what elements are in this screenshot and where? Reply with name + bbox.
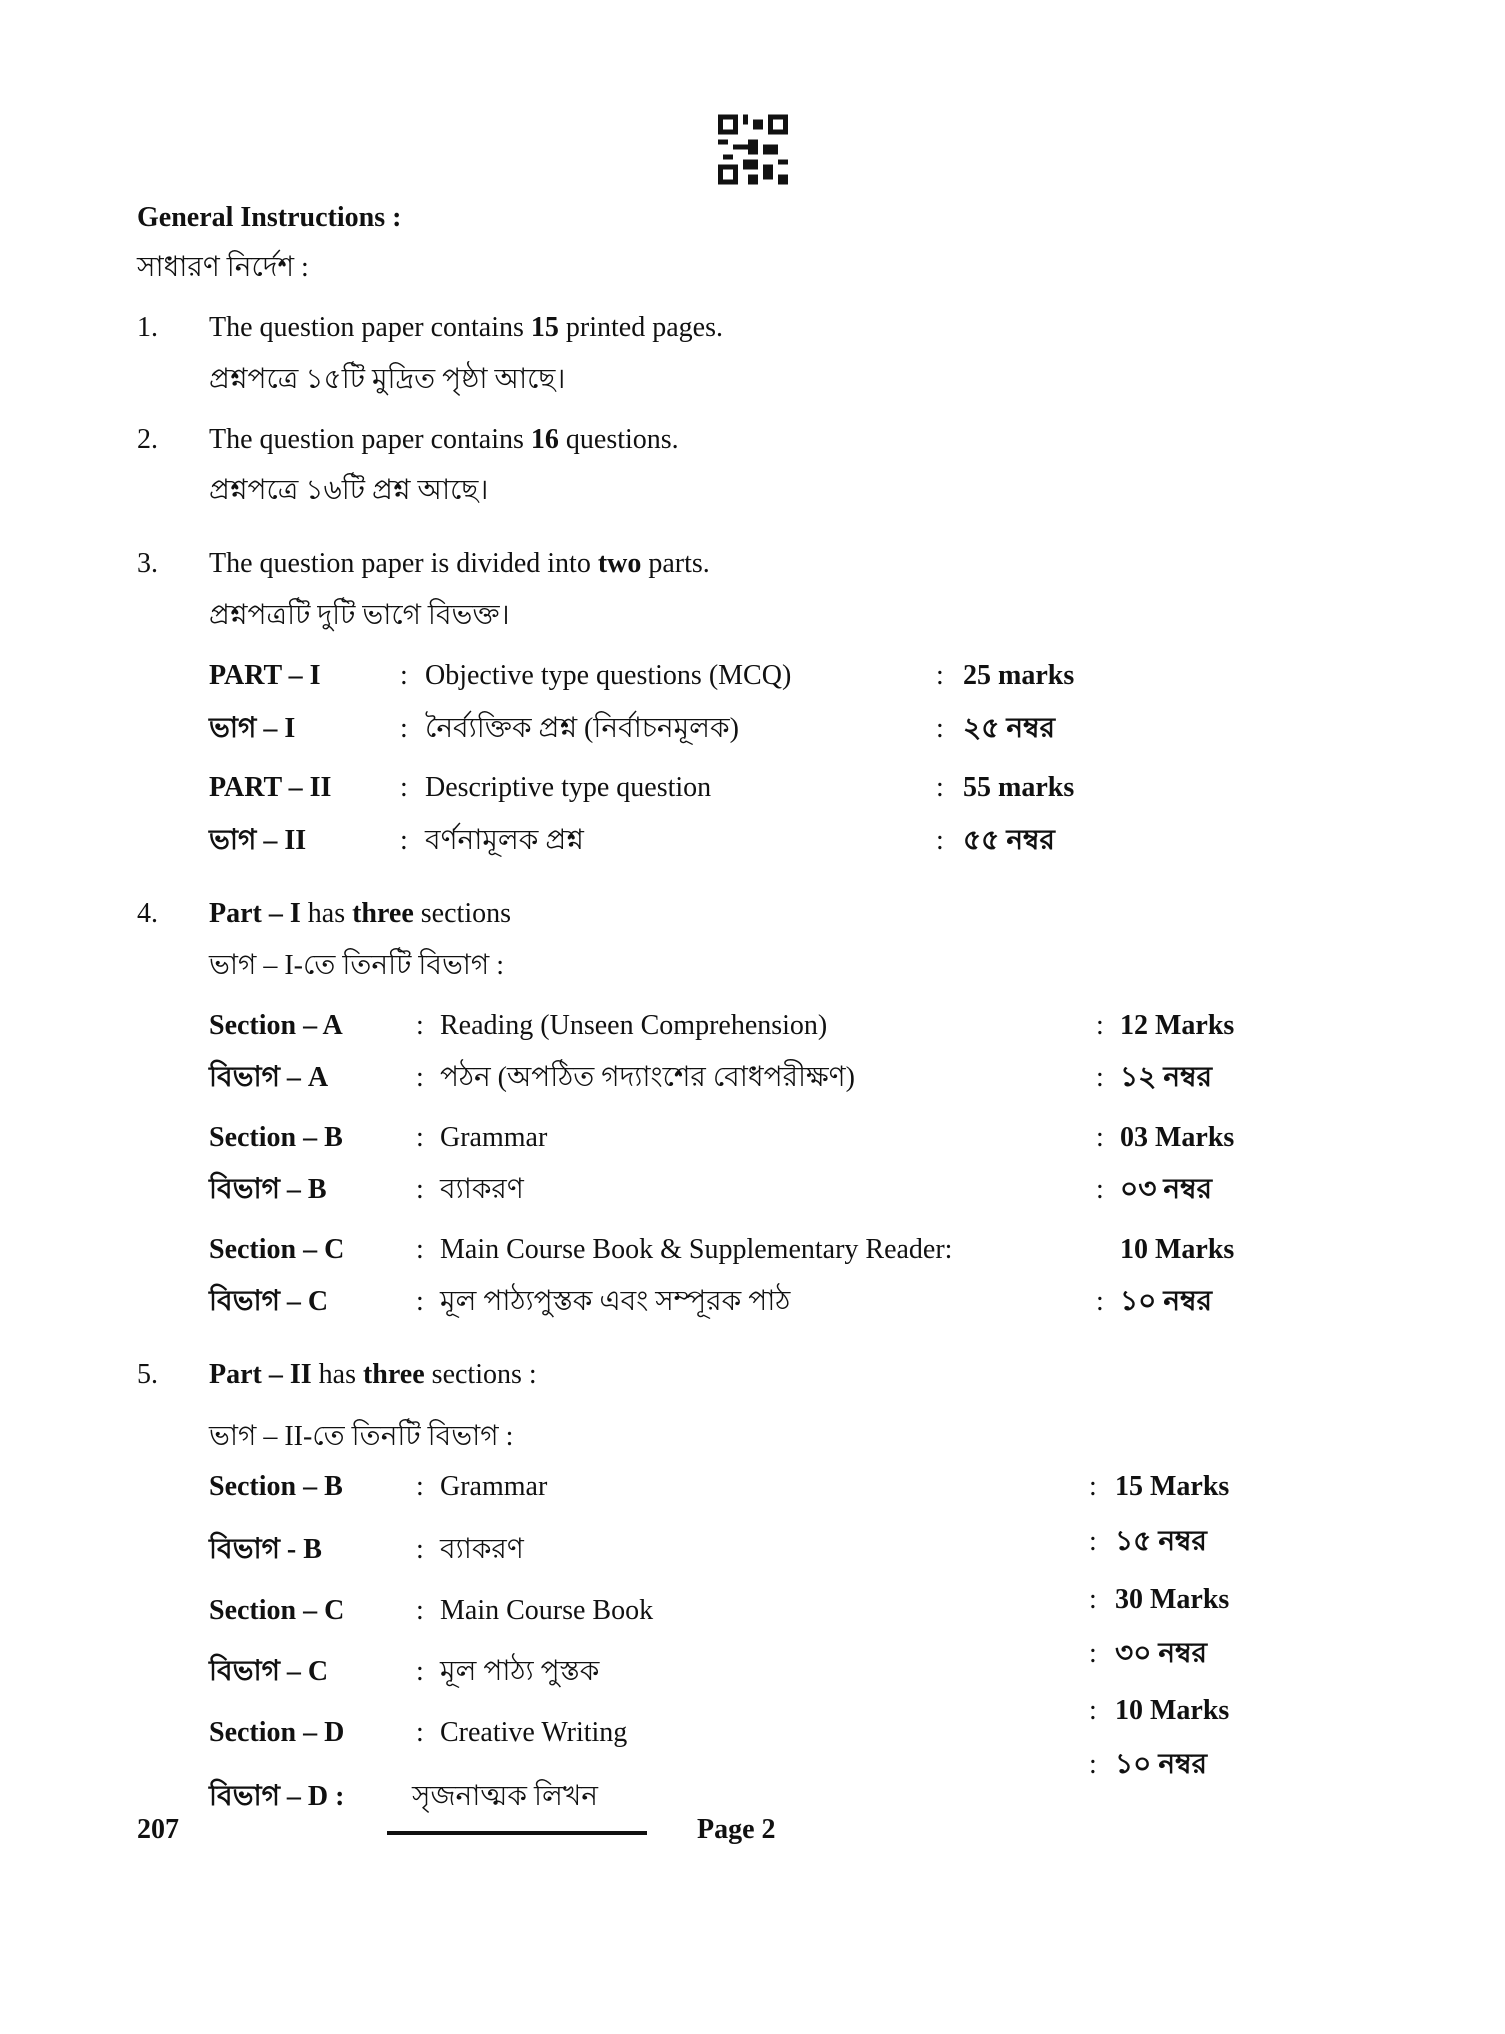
section-label: Section – A	[209, 1010, 343, 1041]
part-description: Objective type questions (MCQ)	[425, 660, 792, 691]
instruction-text-bengali: প্রশ্নপত্রটি দুটি ভাগে বিভক্ত।	[209, 600, 510, 631]
colon: :	[1096, 1286, 1104, 1317]
instruction-text-bengali: ভাগ – I-তে তিনটি বিভাগ :	[209, 950, 505, 981]
colon: :	[1089, 1526, 1097, 1557]
colon: :	[416, 1656, 424, 1687]
colon: :	[416, 1471, 424, 1502]
section-label: Section – D	[209, 1717, 345, 1748]
qr-code-icon	[718, 114, 788, 185]
section-description: Main Course Book & Supplementary Reader:	[440, 1234, 953, 1265]
section-label: বিভাগ – B	[209, 1174, 327, 1205]
colon: :	[1089, 1638, 1097, 1669]
section-marks: ১২ নম্বর	[1120, 1062, 1212, 1093]
colon: :	[416, 1286, 424, 1317]
item-number: 5.	[137, 1359, 158, 1390]
part-description: নৈর্ব্যক্তিক প্রশ্ন (নির্বাচনমূলক)	[425, 713, 739, 744]
part-description: বর্ণনামূলক প্রশ্ন	[425, 825, 584, 856]
part-label: ভাগ – I	[209, 713, 296, 744]
section-label: বিভাগ - B	[209, 1534, 322, 1565]
colon: :	[400, 825, 408, 856]
part-description: Descriptive type question	[425, 772, 712, 803]
instruction-text: The question paper contains 15 printed pages.	[209, 312, 723, 343]
section-marks: ১০ নম্বর	[1120, 1286, 1212, 1317]
section-marks: ১৫ নম্বর	[1115, 1526, 1207, 1557]
colon: :	[400, 772, 408, 803]
part-label: PART – I	[209, 660, 321, 691]
section-description: মূল পাঠ্য পুস্তক	[440, 1656, 600, 1687]
colon: :	[936, 660, 944, 691]
colon: :	[400, 713, 408, 744]
instruction-text-bengali: প্রশ্নপত্রে ১৫টি মুদ্রিত পৃষ্ঠা আছে।	[209, 364, 566, 395]
instructions-title-bengali: সাধারণ নির্দেশ :	[137, 252, 309, 283]
page-number: Page 2	[697, 1814, 776, 1845]
section-label: Section – B	[209, 1471, 343, 1502]
colon: :	[1089, 1695, 1097, 1726]
colon: :	[1096, 1122, 1104, 1153]
section-description: Reading (Unseen Comprehension)	[440, 1010, 828, 1041]
colon: :	[416, 1534, 424, 1565]
colon: :	[416, 1717, 424, 1748]
colon: :	[416, 1595, 424, 1626]
instructions-title: General Instructions :	[137, 202, 402, 233]
colon: :	[936, 825, 944, 856]
instruction-text: Part – II has three sections :	[209, 1359, 537, 1390]
footer-divider	[387, 1831, 647, 1835]
section-description: Grammar	[440, 1471, 548, 1502]
section-label: Section – C	[209, 1595, 345, 1626]
section-marks: ৩০ নম্বর	[1115, 1638, 1208, 1669]
colon: :	[1089, 1471, 1097, 1502]
section-label: Section – C	[209, 1234, 345, 1265]
paper-code: 207	[137, 1814, 179, 1845]
part-marks: 55 marks	[963, 772, 1075, 803]
part-marks: 25 marks	[963, 660, 1075, 691]
part-label: PART – II	[209, 772, 332, 803]
colon: :	[416, 1174, 424, 1205]
colon: :	[416, 1122, 424, 1153]
colon: :	[1096, 1174, 1104, 1205]
section-marks: ০৩ নম্বর	[1120, 1174, 1213, 1205]
item-number: 2.	[137, 424, 158, 455]
section-description: Grammar	[440, 1122, 548, 1153]
instruction-text-bengali: প্রশ্নপত্রে ১৬টি প্রশ্ন আছে।	[209, 475, 489, 506]
section-marks: 10 Marks	[1120, 1234, 1235, 1265]
section-label: Section – B	[209, 1122, 343, 1153]
section-marks: 10 Marks	[1115, 1695, 1230, 1726]
colon: :	[1089, 1584, 1097, 1615]
item-number: 3.	[137, 548, 158, 579]
colon: :	[1096, 1010, 1104, 1041]
section-label: বিভাগ – C	[209, 1656, 329, 1687]
instruction-text-bengali: ভাগ – II-তে তিনটি বিভাগ :	[209, 1421, 514, 1452]
section-label: বিভাগ – D :	[209, 1781, 345, 1812]
item-number: 4.	[137, 898, 158, 929]
colon: :	[1089, 1749, 1097, 1780]
section-marks: ১০ নম্বর	[1115, 1749, 1207, 1780]
instruction-text: The question paper is divided into two parts.	[209, 548, 710, 579]
section-description: পঠন (অপঠিত গদ্যাংশের বোধপরীক্ষণ)	[440, 1062, 855, 1093]
section-description: ব্যাকরণ	[440, 1174, 524, 1205]
colon: :	[1096, 1062, 1104, 1093]
section-label: বিভাগ – A	[209, 1062, 329, 1093]
instruction-text: The question paper contains 16 questions.	[209, 424, 679, 455]
part-label: ভাগ – II	[209, 825, 307, 856]
section-description: Creative Writing	[440, 1717, 628, 1748]
section-label: বিভাগ – C	[209, 1286, 329, 1317]
colon: :	[400, 660, 408, 691]
colon: :	[416, 1234, 424, 1265]
section-marks: 12 Marks	[1120, 1010, 1235, 1041]
colon: :	[416, 1062, 424, 1093]
part-marks: ৫৫ নম্বর	[963, 825, 1055, 856]
item-number: 1.	[137, 312, 158, 343]
section-marks: 15 Marks	[1115, 1471, 1230, 1502]
colon: :	[416, 1010, 424, 1041]
section-marks: 30 Marks	[1115, 1584, 1230, 1615]
section-description: Main Course Book	[440, 1595, 654, 1626]
part-marks: ২৫ নম্বর	[963, 713, 1055, 744]
instruction-text: Part – I has three sections	[209, 898, 511, 929]
section-description: ব্যাকরণ	[440, 1534, 524, 1565]
colon: :	[936, 713, 944, 744]
section-description: মূল পাঠ্যপুস্তক এবং সম্পূরক পাঠ	[440, 1286, 791, 1317]
section-marks: 03 Marks	[1120, 1122, 1235, 1153]
colon: :	[936, 772, 944, 803]
section-description: সৃজনাত্মক লিখন	[412, 1781, 598, 1812]
